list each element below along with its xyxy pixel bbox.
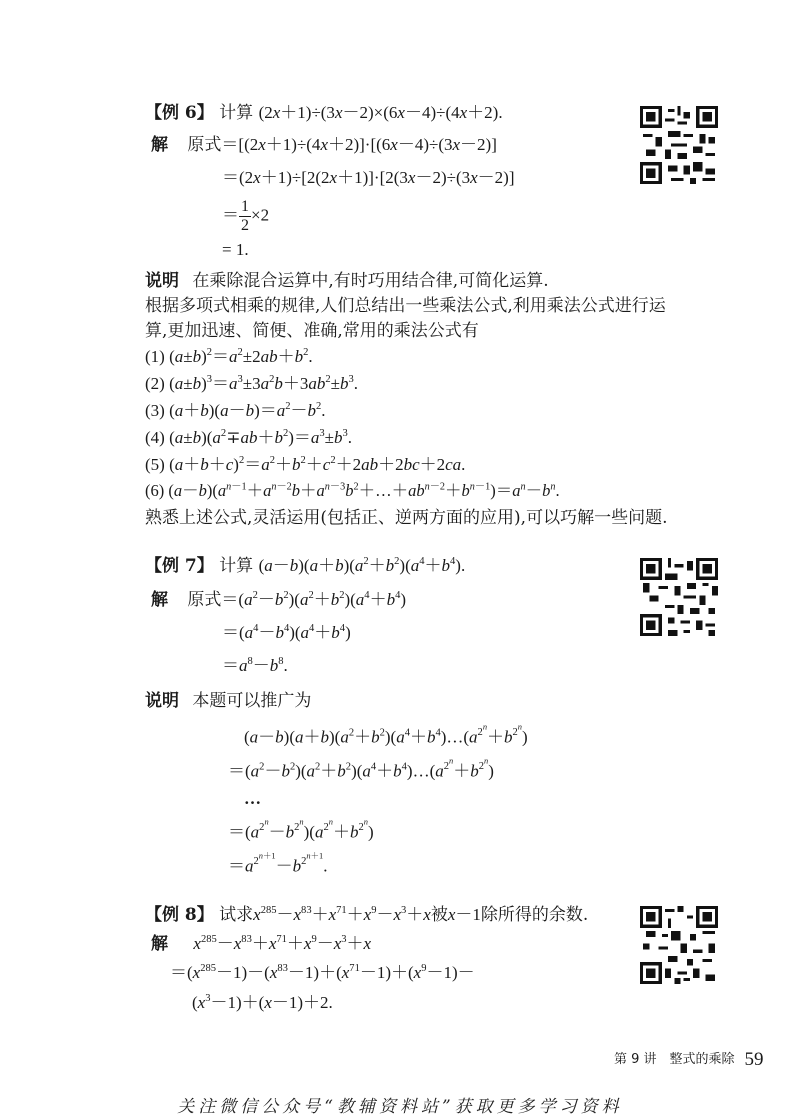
expression: $(a-b)(a+b)(a^2+b^2)(a^4+b^4)$. <box>258 556 466 575</box>
chapter-title: 第 9 讲 整式的乘除 <box>614 1052 735 1067</box>
intro-paragraph-line-2: 算,更加迅速、简便、准确,常用的乘法公式有 <box>145 321 479 341</box>
intro-outro: 熟悉上述公式,灵活运用(包括正、逆两方面的应用),可以巧解一些问题. <box>145 508 668 528</box>
generalization-line-4: $=a^{2^{n+1}}-b^{2^{n+1}}$. <box>228 851 328 876</box>
task-verb: 试求 <box>219 905 254 925</box>
generalization-line-3: $=(a^{2^n}-b^{2^n})(a^{2^n}+b^{2^n})$ <box>228 817 374 842</box>
note-text: 在乘除混合运算中,有时巧用结合律,可简化运算. <box>192 271 549 291</box>
qr-code-icon <box>640 558 718 636</box>
formula-number: (2) <box>145 374 165 393</box>
solution-conclusion: = 1. <box>222 240 249 259</box>
note-label: 说明 <box>145 691 179 711</box>
task-verb: 计算 <box>219 556 254 576</box>
qr-code-icon <box>640 906 718 984</box>
formula-number: (6) <box>145 481 165 500</box>
note-label: 说明 <box>145 271 179 291</box>
solution-step-3: $(x^3-1)+(x-1)+2$. <box>192 993 333 1012</box>
solution-step-2: $=(x^{285}-1)-(x^{83}-1)+(x^{71}-1)+(x^9-1)-$ <box>170 963 475 982</box>
formula-2: (2) $(a\pm b)^3=a^3\pm 3a^2b+3ab^2\pm b^3$. <box>145 374 359 393</box>
note-text: 本题可以推广为 <box>192 691 312 711</box>
generalization-ellipsis: … <box>244 789 261 808</box>
formula-number: (4) <box>145 428 165 447</box>
example-label: 【例 7】 <box>145 556 214 576</box>
example-7-question <box>145 557 465 575</box>
qr-code-icon <box>640 106 718 184</box>
expression: ＝[(2x＋1)÷(4x＋2)]·[(6x－4)÷(3x－2)] <box>221 135 497 154</box>
expression: $x^{285}-x^{83}+x^{71}+x^9-x^3+x$ <box>253 905 431 924</box>
example-6-question <box>145 104 503 122</box>
solution-step-2: ＝(2x＋1)÷[2(2x＋1)]·[2(3x－2)÷(3x－2)] <box>222 168 515 187</box>
solution-step-3: ＝ $\frac{1}{2}$ ×2 <box>222 198 270 234</box>
example-label: 【例 8】 <box>145 905 214 925</box>
fraction: $\frac{1}{2}$ <box>241 198 249 234</box>
promo-banner: 关注微信公众号“教辅资料站”获取更多学习资料 <box>177 1097 623 1117</box>
task-verb: 计算 <box>219 103 254 123</box>
note-example-7 <box>145 693 311 710</box>
solution-step-1 <box>151 935 371 953</box>
expression: (2x＋1)÷(3x－2)×(6x－4)÷(4x＋2). <box>258 103 503 122</box>
solution-step-1 <box>151 591 406 609</box>
note-example-6 <box>145 273 549 290</box>
expression: $=(a^2-b^2)(a^2+b^2)(a^4+b^4)$ <box>221 590 406 609</box>
generalization-line-1: $(a-b)(a+b)(a^2+b^2)(a^4+b^4)\dots(a^{2^n}+b^{2^n})$ <box>244 722 528 747</box>
formula-5: (5) $(a+b+c)^2=a^2+b^2+c^2+2ab+2bc+2ca$. <box>145 455 466 474</box>
formula-3: (3) $(a+b)(a-b)=a^2-b^2$. <box>145 401 326 420</box>
example-label: 【例 6】 <box>145 103 214 123</box>
formula-number: (5) <box>145 455 165 474</box>
solution-step-2: $=(a^4-b^4)(a^4+b^4)$ <box>222 623 351 642</box>
intro-paragraph-line-1: 根据多项式相乘的规律,人们总结出一些乘法公式,利用乘法公式进行运 <box>145 296 666 316</box>
formula-6: (6) $(a-b)(a^{n-1}+a^{n-2}b+a^{n-3}b^2+\dots+ab^{n-2}+b^{n-1})=a^n-b^n$. <box>145 481 560 500</box>
solution-step-1 <box>151 136 497 154</box>
formula-4: (4) $(a\pm b)(a^2\mp ab+b^2)=a^3\pm b^3$. <box>145 428 352 447</box>
solution-label: 解 <box>151 934 168 954</box>
generalization-line-2: $=(a^2-b^2)(a^2+b^2)(a^4+b^4)\dots(a^{2^n}+b^{2^n})$ <box>228 756 494 781</box>
expression: $x^{285}-x^{83}+x^{71}+x^9-x^3+x$ <box>193 934 372 953</box>
example-8-question: 【例 8】 试求$x^{285}-x^{83}+x^{71}+x^9-x^3+x$被x－1除所得的余数. <box>145 905 589 925</box>
formula-number: (3) <box>145 401 165 420</box>
formula-number: (1) <box>145 347 165 366</box>
solution-conclusion: $=a^8-b^8$. <box>222 656 288 675</box>
solution-label: 解 <box>151 590 168 610</box>
page-number: 59 <box>744 1049 764 1070</box>
original-expr-label: 原式 <box>187 135 222 155</box>
original-expr-label: 原式 <box>187 590 222 610</box>
formula-1: (1) $(a\pm b)^2=a^2\pm 2ab+b^2$. <box>145 347 313 366</box>
solution-label: 解 <box>151 135 168 155</box>
page-footer <box>614 1048 764 1071</box>
